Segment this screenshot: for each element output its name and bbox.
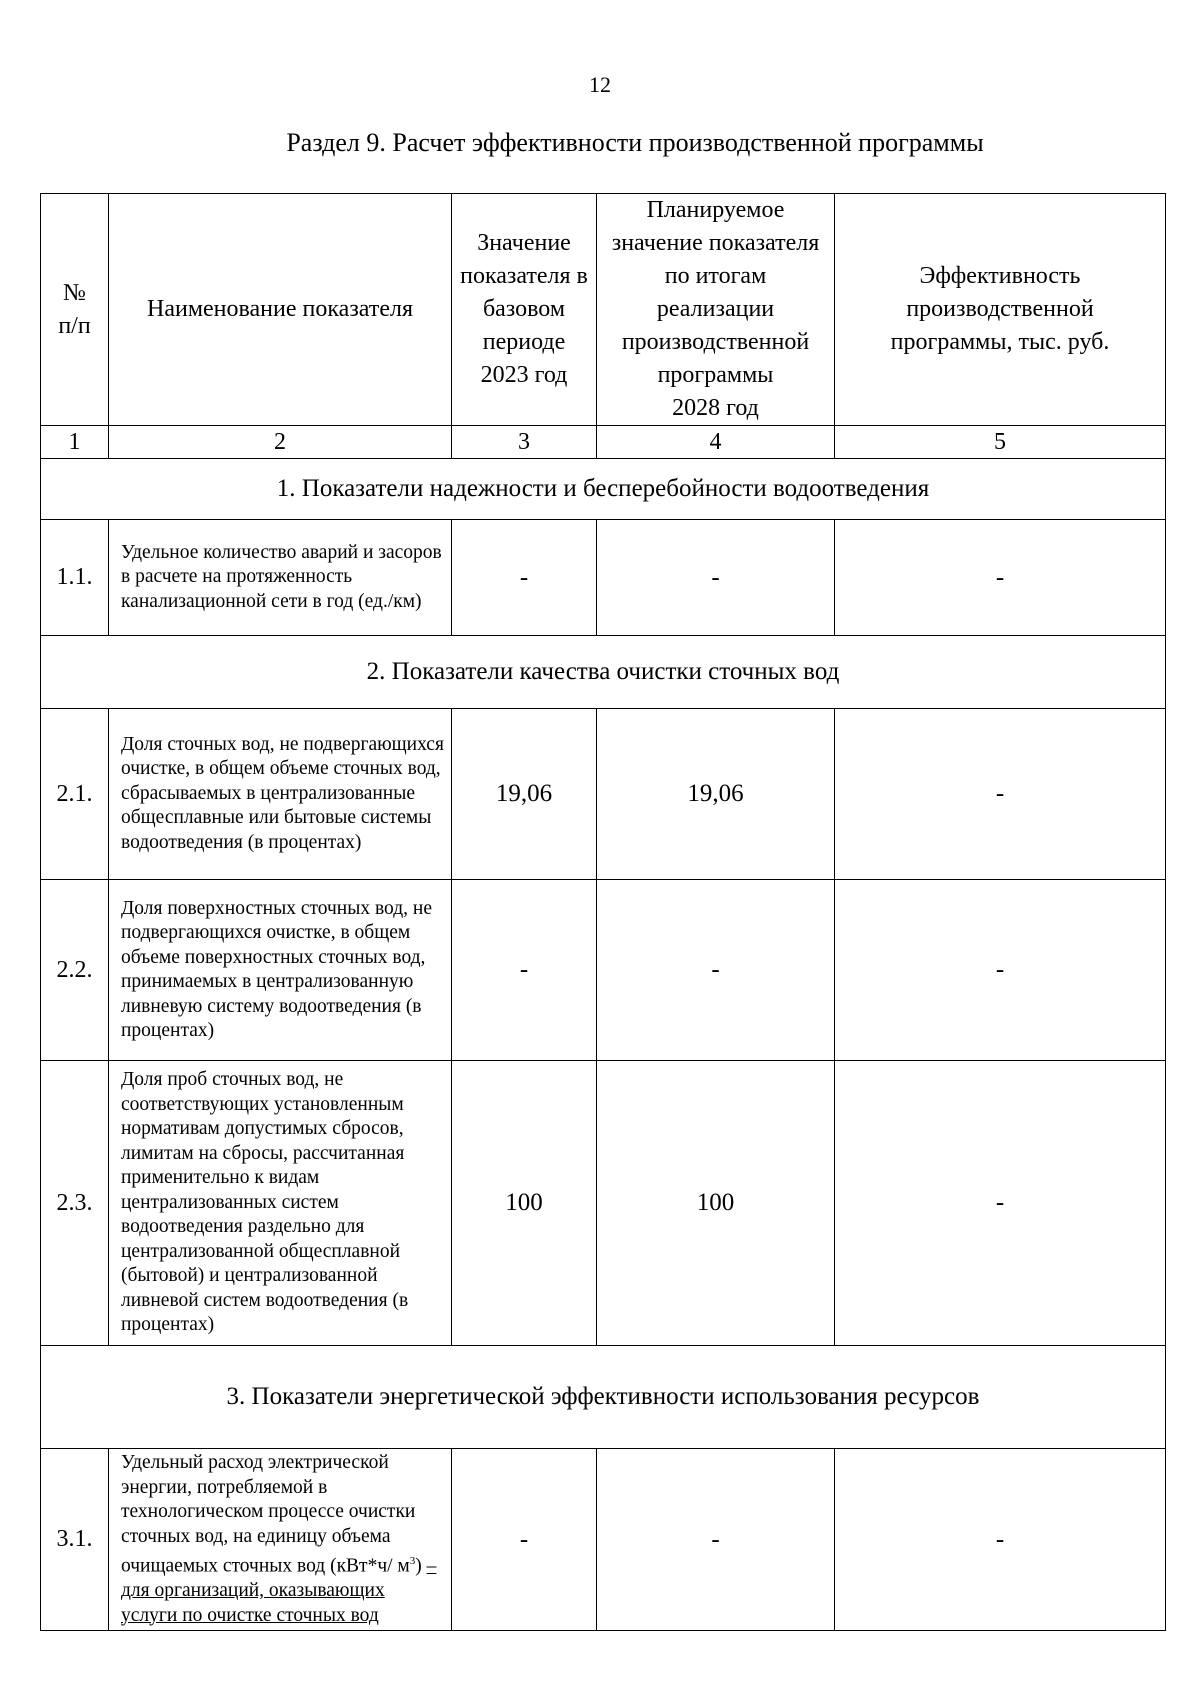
row-eff-value: - [835, 1449, 1166, 1631]
efficiency-table [40, 193, 1166, 1631]
group-title: 1. Показатели надежности и бесперебойности водоотведения [41, 459, 1166, 520]
table-row [41, 1061, 1166, 1346]
row-eff-value: - [835, 880, 1166, 1061]
table-row [41, 520, 1166, 636]
table-row [41, 709, 1166, 880]
row-base-value: - [452, 880, 597, 1061]
row-number: 1.1. [41, 520, 109, 636]
row-eff-value: - [835, 520, 1166, 636]
row-number: 2.2. [41, 880, 109, 1061]
table-header-row [41, 194, 1166, 426]
page-number: 12 [589, 72, 611, 97]
row-eff-value: - [835, 709, 1166, 880]
column-number: 4 [597, 426, 835, 459]
row-plan-value: - [597, 880, 835, 1061]
row-base-value: 100 [452, 1061, 597, 1346]
row-number: 3.1. [41, 1449, 109, 1631]
row-number: 2.3. [41, 1061, 109, 1346]
group-row [41, 1346, 1166, 1449]
header-name: Наименование показателя [109, 194, 452, 426]
header-base: Значение показателя в базовом периоде 2023 год [452, 194, 597, 426]
header-eff: Эффективность производственной программы, тыс. руб. [835, 194, 1166, 426]
row-plan-value: - [597, 1449, 835, 1631]
row-plan-value: 100 [597, 1061, 835, 1346]
column-number: 1 [41, 426, 109, 459]
section-title: Раздел 9. Расчет эффективности производственной программы [286, 128, 984, 157]
row-name: Удельное количество аварий и засоров в расчете на протяженность канализационной сети в год (ед./км) [109, 520, 452, 636]
column-number-row [41, 426, 1166, 459]
row-name: Доля поверхностных сточных вод, не подвергающихся очистке, в общем объеме поверхностных сточных вод, принимаемых в централизованную ливневую систему водоотведения (в процентах) [109, 880, 452, 1061]
row-plan-value: - [597, 520, 835, 636]
column-number: 5 [835, 426, 1166, 459]
row-name: Доля сточных вод, не подвергающихся очистке, в общем объеме сточных вод, сбрасываемых в централизованные общесплавные или бытовые системы водоотведения (в процентах) [109, 709, 452, 880]
row-base-value: - [452, 520, 597, 636]
table-row [41, 1449, 1166, 1631]
group-title: 3. Показатели энергетической эффективности использования ресурсов [41, 1346, 1166, 1449]
header-num: № п/п [41, 194, 109, 426]
table-row [41, 880, 1166, 1061]
row-eff-value: - [835, 1061, 1166, 1346]
underlined-note: – для организаций, оказывающих услуги по очистке сточных вод [121, 1555, 437, 1626]
row-number: 2.1. [41, 709, 109, 880]
row-base-value: - [452, 1449, 597, 1631]
group-row [41, 636, 1166, 709]
group-title: 2. Показатели качества очистки сточных вод [41, 636, 1166, 709]
row-plan-value: 19,06 [597, 709, 835, 880]
row-name: Удельный расход электрической энергии, потребляемой в технологическом процессе очистки сточных вод, на единицу объема очищаемых сточных вод (кВт*ч/ $м^3$) – для организаций, оказывающих услуги по очистке сточных вод [109, 1449, 452, 1631]
header-plan: Планируемое значение показателя по итогам реализации производственной программы 2028 год [597, 194, 835, 426]
group-row [41, 459, 1166, 520]
column-number: 3 [452, 426, 597, 459]
row-base-value: 19,06 [452, 709, 597, 880]
column-number: 2 [109, 426, 452, 459]
row-name: Доля проб сточных вод, не соответствующих установленным нормативам допустимых сбросов, лимитам на сбросы, рассчитанная применительно к видам централизованных систем водоотведения раздельно для централизованной общесплавной (бытовой) и централизованной ливневой систем водоотведения (в процентах) [109, 1061, 452, 1346]
